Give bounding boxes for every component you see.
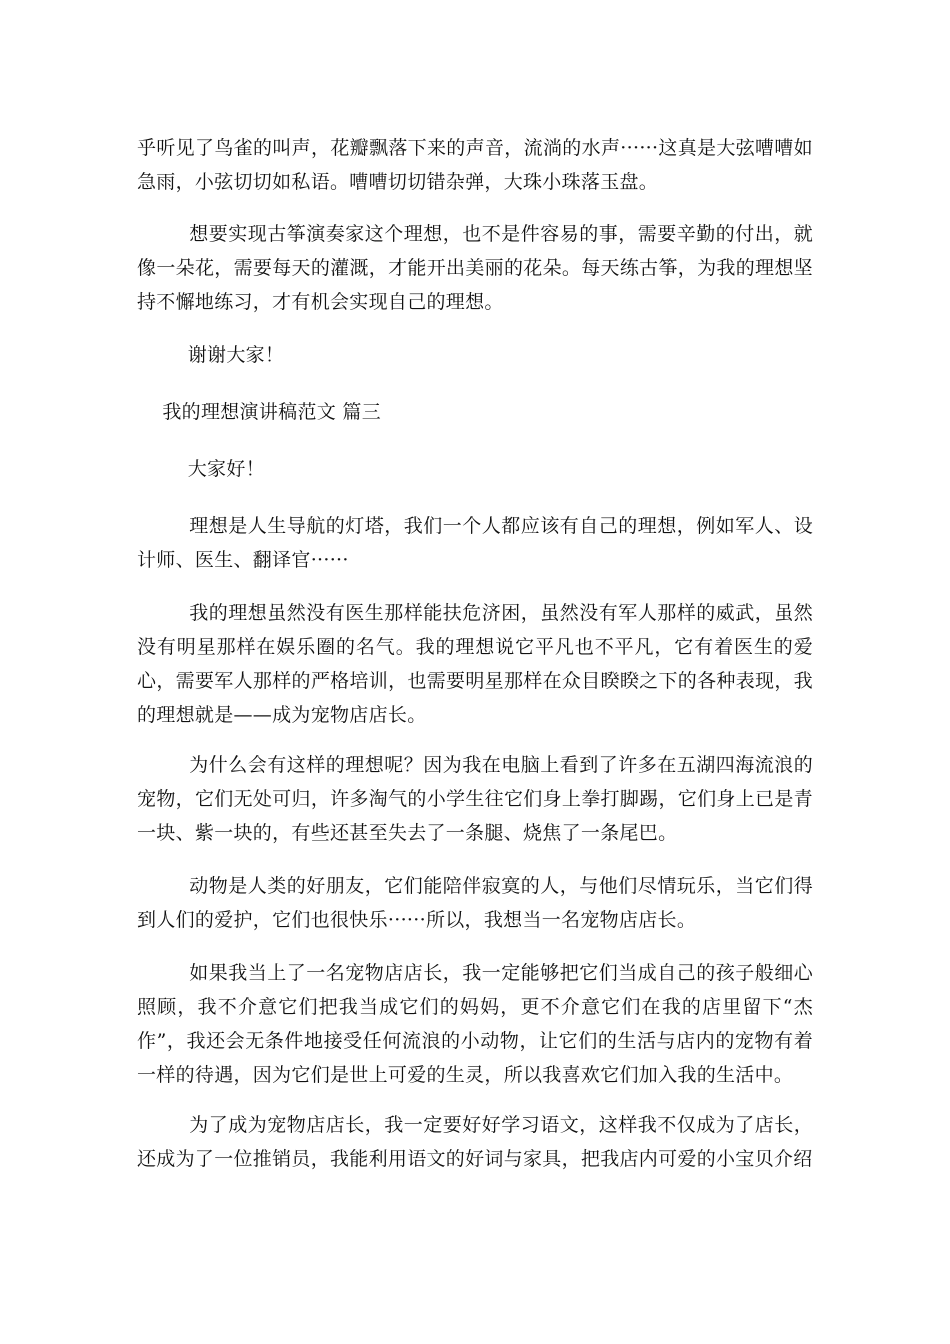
paragraph-animals-friends: 动物是人类的好朋友，它们能陪伴寂寞的人，与他们尽情玩乐，当它们得到人们的爱护，它们也很快乐······所以，我想当一名宠物店店长。 [137,875,813,931]
paragraph-why-ideal: 为什么会有这样的理想呢？因为我在电脑上看到了许多在五湖四海流浪的宠物，它们无处可归，许多淘气的小学生往它们身上拳打脚踢，它们身上已是青一块、紫一块的，有些还甚至失去了一条腿、烧焦了一条尾巴。 [137,754,813,844]
paragraph-greeting: 大家好！ [137,458,265,480]
paragraph-my-ideal: 我的理想虽然没有医生那样能扶危济困，虽然没有军人那样的威武，虽然没有明星那样在娱乐圈的名气。我的理想说它平凡也不平凡，它有着医生的爱心，需要军人那样的严格培训，也需要明星那样在众目睽睽之下的各种表现，我的理想就是——成为宠物店店长。 [137,602,813,726]
paragraph-ideal-lighthouse: 理想是人生导航的灯塔，我们一个人都应该有自己的理想，例如军人、设计师、医生、翻译官······ [137,515,813,571]
paragraph-guzheng-effort: 想要实现古筝演奏家这个理想，也不是件容易的事，需要辛勤的付出，就像一朵花，需要每天的灌溉，才能开出美丽的花朵。每天练古筝，为我的理想坚持不懈地练习，才有机会实现自己的理想。 [137,223,813,313]
paragraph-pet-shop-care: 如果我当上了一名宠物店店长，我一定能够把它们当成自己的孩子般细心照顾，我不介意它们把我当成它们的妈妈，更不介意它们在我的店里留下“杰作”，我还会无条件地接受任何流浪的小动物，让它们的生活与店内的宠物有着一样的待遇，因为它们是世上可爱的生灵，所以我喜欢它们加入我的生活中。 [137,962,813,1086]
paragraph-intro-continuation: 乎听见了鸟雀的叫声，花瓣飘落下来的声音，流淌的水声······这真是大弦嘈嘈如急雨，小弦切切如私语。嘈嘈切切错杂弹，大珠小珠落玉盘。 [137,137,813,193]
section-heading-part-three: 我的理想演讲稿范文 篇三 [137,401,381,423]
paragraph-study-chinese: 为了成为宠物店店长，我一定要好好学习语文，这样我不仅成为了店长，还成为了一位推销员，我能利用语文的好词与家具，把我店内可爱的小宝贝介绍 [137,1114,813,1170]
paragraph-thanks: 谢谢大家！ [137,344,285,366]
